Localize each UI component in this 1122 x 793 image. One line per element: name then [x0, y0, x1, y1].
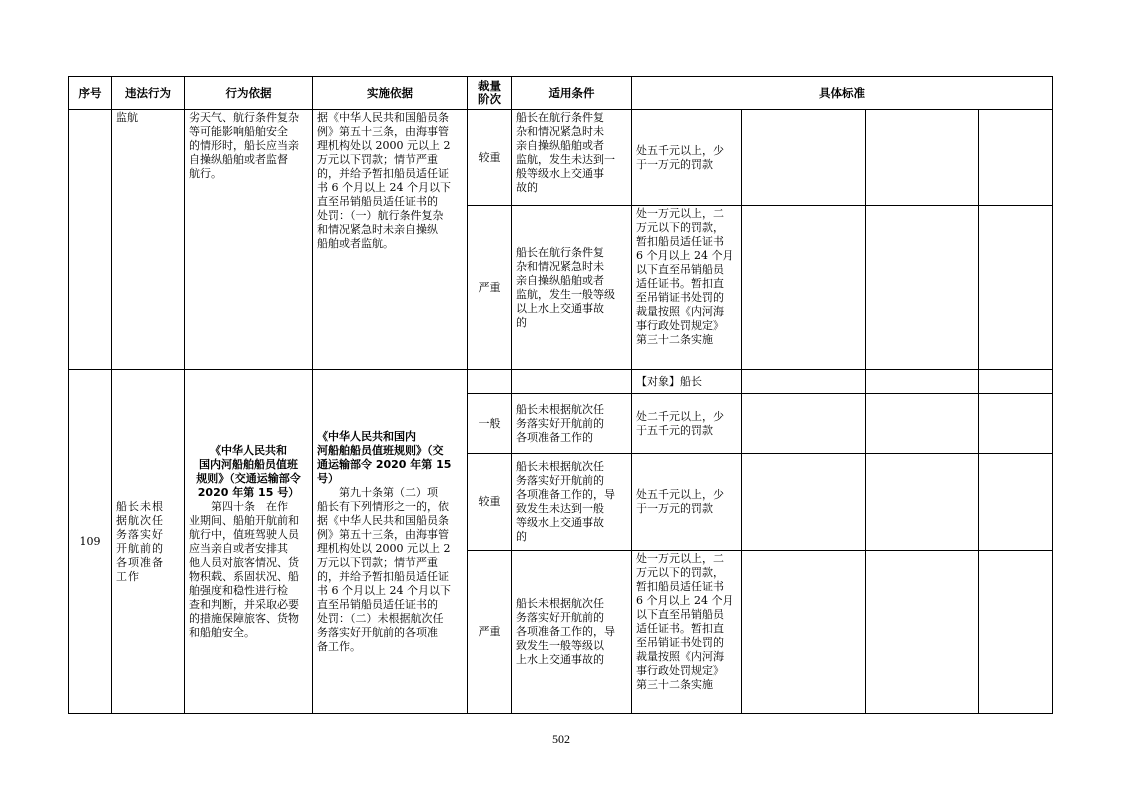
penalty-table — [68, 76, 1053, 714]
impl-cell — [313, 370, 468, 714]
cond-cell: 船长在航行条件复 杂和情况紧急时未 亲自操纵船舶或者 监航，发生一般等级 以上水上交通事故 的 — [512, 206, 632, 370]
header-basis: 行为依据 — [185, 77, 313, 110]
header-seq: 序号 — [69, 77, 112, 110]
impl-body: 第九十条第（二）项 船长有下列情形之一的，依 据《中华人民共和国船员条 例》第五十三条，由海事管 理机构处以 2000 元以上 2 万元以下罚款；情节严重 的，并给予暂扣船员适任证 书 6 个月以上 24 个月以下 直至吊销船员适任证书的 处罚：（二）未根据航次任 务落实好开航前的各项准 备工作。 — [317, 485, 451, 653]
seq-cell: 109 — [69, 370, 112, 714]
cond-cell: 船长未根据航次任 务落实好开航前的 各项准备工作的 — [512, 394, 632, 454]
header-level: 裁量 阶次 — [468, 77, 512, 110]
cond-cell: 船长在航行条件复 杂和情况紧急时未 亲自操纵船舶或者 监航，发生未达到一 般等级水上交通事 故的 — [512, 110, 632, 206]
cond-cell: 船长未根据航次任 务落实好开航前的 各项准备工作的，导 致发生未达到一般 等级水上交通事故 的 — [512, 454, 632, 551]
violation-cell: 船长未根 据航次任 务落实好 开航前的 各项准备 工作 — [112, 370, 185, 714]
header-cond: 适用条件 — [512, 77, 632, 110]
violation-cell: 监航 — [112, 110, 185, 370]
std-cell: 处五千元以上，少 于一万元的罚款 — [632, 454, 742, 551]
basis-cell — [185, 370, 313, 714]
std-cell: 处一万元以上，二 万元以下的罚款， 暂扣船员适任证书 6 个月以上 24 个月 以下直至吊销船员 适任证书。暂扣直 至吊销证书处罚的 裁量按照《内河海 事行政处罚规定》 第三十二条实施 — [632, 551, 742, 714]
level-cell: 较重 — [468, 454, 512, 551]
target-cell: 【对象】船长 — [632, 370, 742, 394]
basis-cell: 劣天气、航行条件复杂 等可能影响船舶安全 的情形时，船长应当亲 自操纵船舶或者监督 航行。 — [185, 110, 313, 370]
header-row — [69, 77, 1053, 110]
impl-title: 《中华人民共和国内 河船舶船员值班规则》（交 通运输部令 2020 年第 15 号） — [317, 429, 452, 485]
level-cell: 严重 — [468, 206, 512, 370]
level-cell: 较重 — [468, 110, 512, 206]
level-cell: 严重 — [468, 551, 512, 714]
level-cell: 一般 — [468, 394, 512, 454]
header-std: 具体标准 — [632, 77, 1053, 110]
std-cell: 处五千元以上，少 于一万元的罚款 — [632, 110, 742, 206]
header-violation: 违法行为 — [112, 77, 185, 110]
table-row — [69, 110, 1053, 206]
std-cell: 处二千元以上，少 于五千元的罚款 — [632, 394, 742, 454]
page-number: 502 — [552, 732, 570, 746]
basis-title: 《中华人民共和 国内河船舶船员值班 规则》（交通运输部令 2020 年第 15 号） — [196, 443, 301, 499]
header-impl: 实施依据 — [313, 77, 468, 110]
std-cell: 处一万元以上，二 万元以下的罚款， 暂扣船员适任证书 6 个月以上 24 个月 以下直至吊销船员 适任证书。暂扣直 至吊销证书处罚的 裁量按照《内河海 事行政处罚规定》 第三十二条实施 — [632, 206, 742, 370]
basis-body: 第四十条 在作 业期间、船舶开航前和 航行中，值班驾驶人员 应当亲自或者安排其 他人员对旅客情况、货 物积载、系固状况、船 舶强度和稳性进行检 查和判断，并采取必要 的措施保障旅客、货物 和船舶安全。 — [189, 499, 299, 639]
impl-cell: 据《中华人民共和国船员条 例》第五十三条，由海事管 理机构处以 2000 元以上 2 万元以下罚款；情节严重 的，并给予暂扣船员适任证 书 6 个月以上 24 个月以下 直至吊销船员适任证书的 处罚：（一）航行条件复杂 和情况紧急时未亲自操纵 船舶或者监航。 — [313, 110, 468, 370]
cond-cell: 船长未根据航次任 务落实好开航前的 各项准备工作的，导 致发生一般等级以 上水上交通事故的 — [512, 551, 632, 714]
table-row — [69, 370, 1053, 394]
